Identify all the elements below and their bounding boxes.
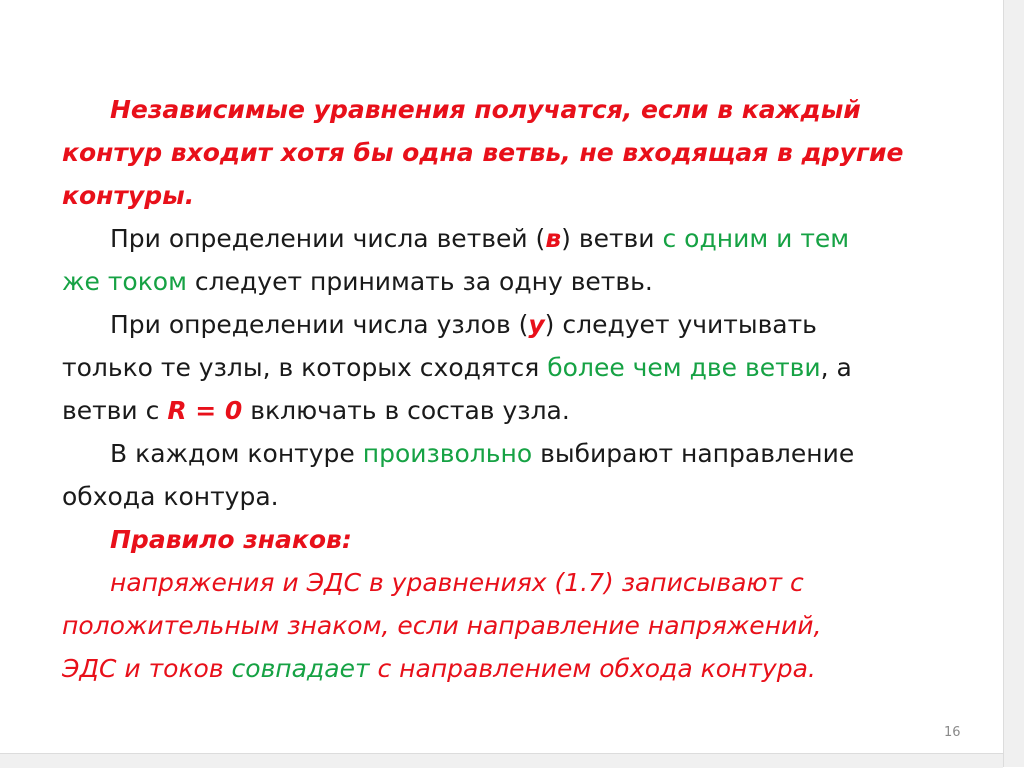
branches-text-c: следует принимать за одну ветвь. (186, 267, 653, 296)
contour-text-a: В каждом контуре (110, 439, 363, 468)
contour-direction-line-2: обхода контура. (62, 482, 279, 511)
nodes-line-3 (62, 389, 962, 432)
slide-body (62, 88, 962, 690)
nodes-text-b: ) следует учитывать (544, 310, 817, 339)
sign-rule-line-3 (62, 647, 962, 690)
r-equals-zero: R = 0 (167, 396, 243, 425)
nodes-text-e: ветви с (62, 396, 168, 425)
independent-equations-line-2: контур входит хотя бы одна ветвь, не входящая в другие (62, 138, 904, 167)
branches-text-b: ) ветви (561, 224, 663, 253)
nodes-line-1 (62, 303, 962, 346)
same-current-text-2: же током (62, 267, 187, 296)
sign-rule-text-b: с направлением обхода контура. (369, 654, 816, 683)
page-number: 16 (944, 725, 961, 740)
nodes-text-d: , а (820, 353, 852, 382)
contour-text-b: выбирают направление (532, 439, 855, 468)
branches-symbol: в (545, 224, 562, 253)
nodes-symbol: у (528, 310, 545, 339)
nodes-text-a: При определении числа узлов ( (110, 310, 529, 339)
coincides-text: совпадает (231, 654, 370, 683)
contour-direction-line-1 (62, 432, 962, 475)
sign-rule-line-1: напряжения и ЭДС в уравнениях (1.7) записывают с (110, 568, 804, 597)
branches-line-1 (62, 217, 962, 260)
sign-rule-text-a: ЭДС и токов (62, 654, 232, 683)
nodes-text-c: только те узлы, в которых сходятся (62, 353, 548, 382)
window-frame-right (1003, 0, 1024, 767)
nodes-text-f: включать в состав узла. (242, 396, 570, 425)
branches-text-a: При определении числа ветвей ( (110, 224, 546, 253)
nodes-line-2 (62, 346, 962, 389)
arbitrary-text: произвольно (362, 439, 533, 468)
sign-rule-title: Правило знаков: (110, 525, 352, 554)
sign-rule-line-2: положительным знаком, если направление напряжений, (62, 611, 822, 640)
same-current-text-1: с одним и тем (662, 224, 850, 253)
independent-equations-line-3: контуры. (62, 181, 195, 210)
independent-equations-line-1: Независимые уравнения получатся, если в каждый (110, 95, 861, 124)
window-frame-bottom (0, 753, 1003, 768)
more-than-two-branches-text: более чем две ветви (547, 353, 821, 382)
branches-line-2 (62, 260, 962, 303)
